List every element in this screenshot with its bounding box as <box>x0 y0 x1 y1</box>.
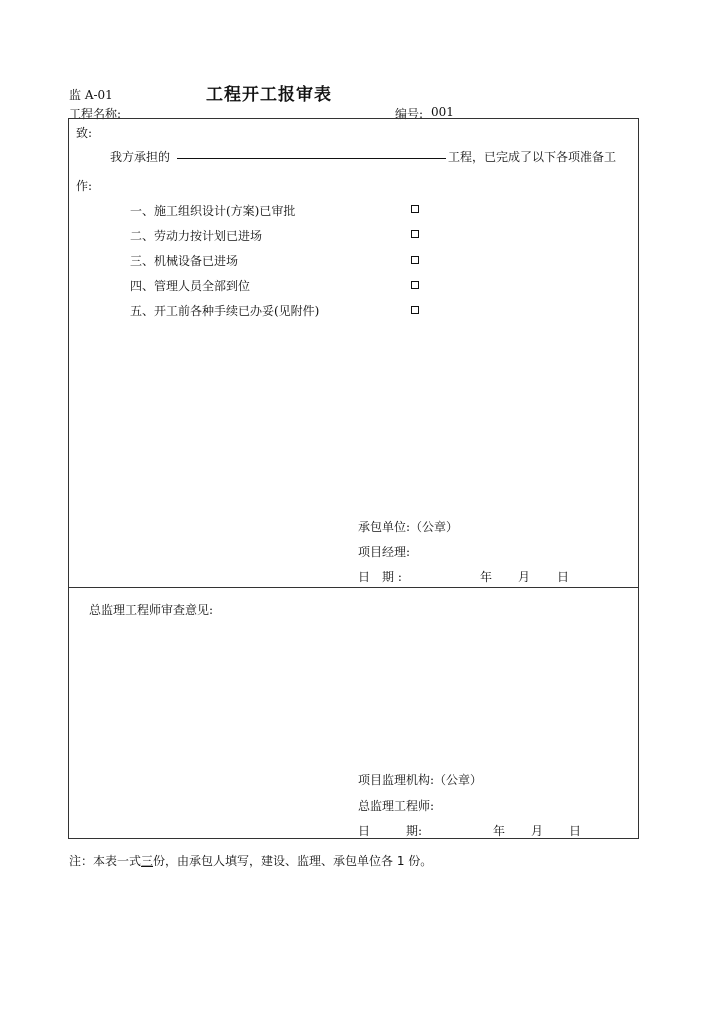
copy-count: 三 <box>141 854 154 868</box>
checklist-item: 四、管理人员全部到位 <box>130 279 251 293</box>
review-date-label: 日 期: <box>358 824 423 838</box>
year-label: 年 <box>493 824 506 838</box>
checkbox[interactable] <box>411 306 419 314</box>
checklist-item: 一、施工组织设计(方案)已审批 <box>130 204 296 218</box>
month-label: 月 <box>531 824 544 838</box>
serial-number: 001 <box>431 105 454 119</box>
intro-text-start: 我方承担的 <box>110 150 171 164</box>
supervision-agency-label: 项目监理机构:（公章） <box>358 773 483 787</box>
project-name-label: 工程名称: <box>69 107 122 121</box>
salutation: 致: <box>76 126 93 140</box>
contractor-seal-label: 承包单位:（公章） <box>358 520 459 534</box>
month-label: 月 <box>518 570 531 584</box>
project-manager-label: 项目经理: <box>358 545 411 559</box>
intro-text-wrap: 作: <box>76 179 93 193</box>
day-label: 日 <box>569 824 582 838</box>
checkbox[interactable] <box>411 230 419 238</box>
checkbox[interactable] <box>411 205 419 213</box>
checklist-item: 二、劳动力按计划已进场 <box>130 229 263 243</box>
section-divider <box>68 587 639 588</box>
intro-text-end: 工程，已完成了以下各项准备工 <box>448 150 617 164</box>
page-title: 工程开工报审表 <box>206 85 332 105</box>
checklist-item: 五、开工前各种手续已办妥(见附件) <box>130 304 320 318</box>
form-code: 监 A-01 <box>69 88 113 102</box>
checkbox[interactable] <box>411 281 419 289</box>
checkbox[interactable] <box>411 256 419 264</box>
chief-engineer-label: 总监理工程师: <box>358 799 435 813</box>
footnote-prefix: 注：本表一式 <box>69 854 142 868</box>
review-opinion-label: 总监理工程师审查意见: <box>89 603 214 617</box>
project-name-blank[interactable] <box>177 158 446 159</box>
serial-label: 编号: <box>395 107 424 121</box>
checklist-item: 三、机械设备已进场 <box>130 254 239 268</box>
footnote-suffix: 份，由承包人填写，建设、监理、承包单位各 1 份。 <box>153 854 433 868</box>
footnote <box>69 852 432 869</box>
application-date-label: 日 期 : <box>358 570 402 584</box>
year-label: 年 <box>480 570 493 584</box>
day-label: 日 <box>557 570 570 584</box>
